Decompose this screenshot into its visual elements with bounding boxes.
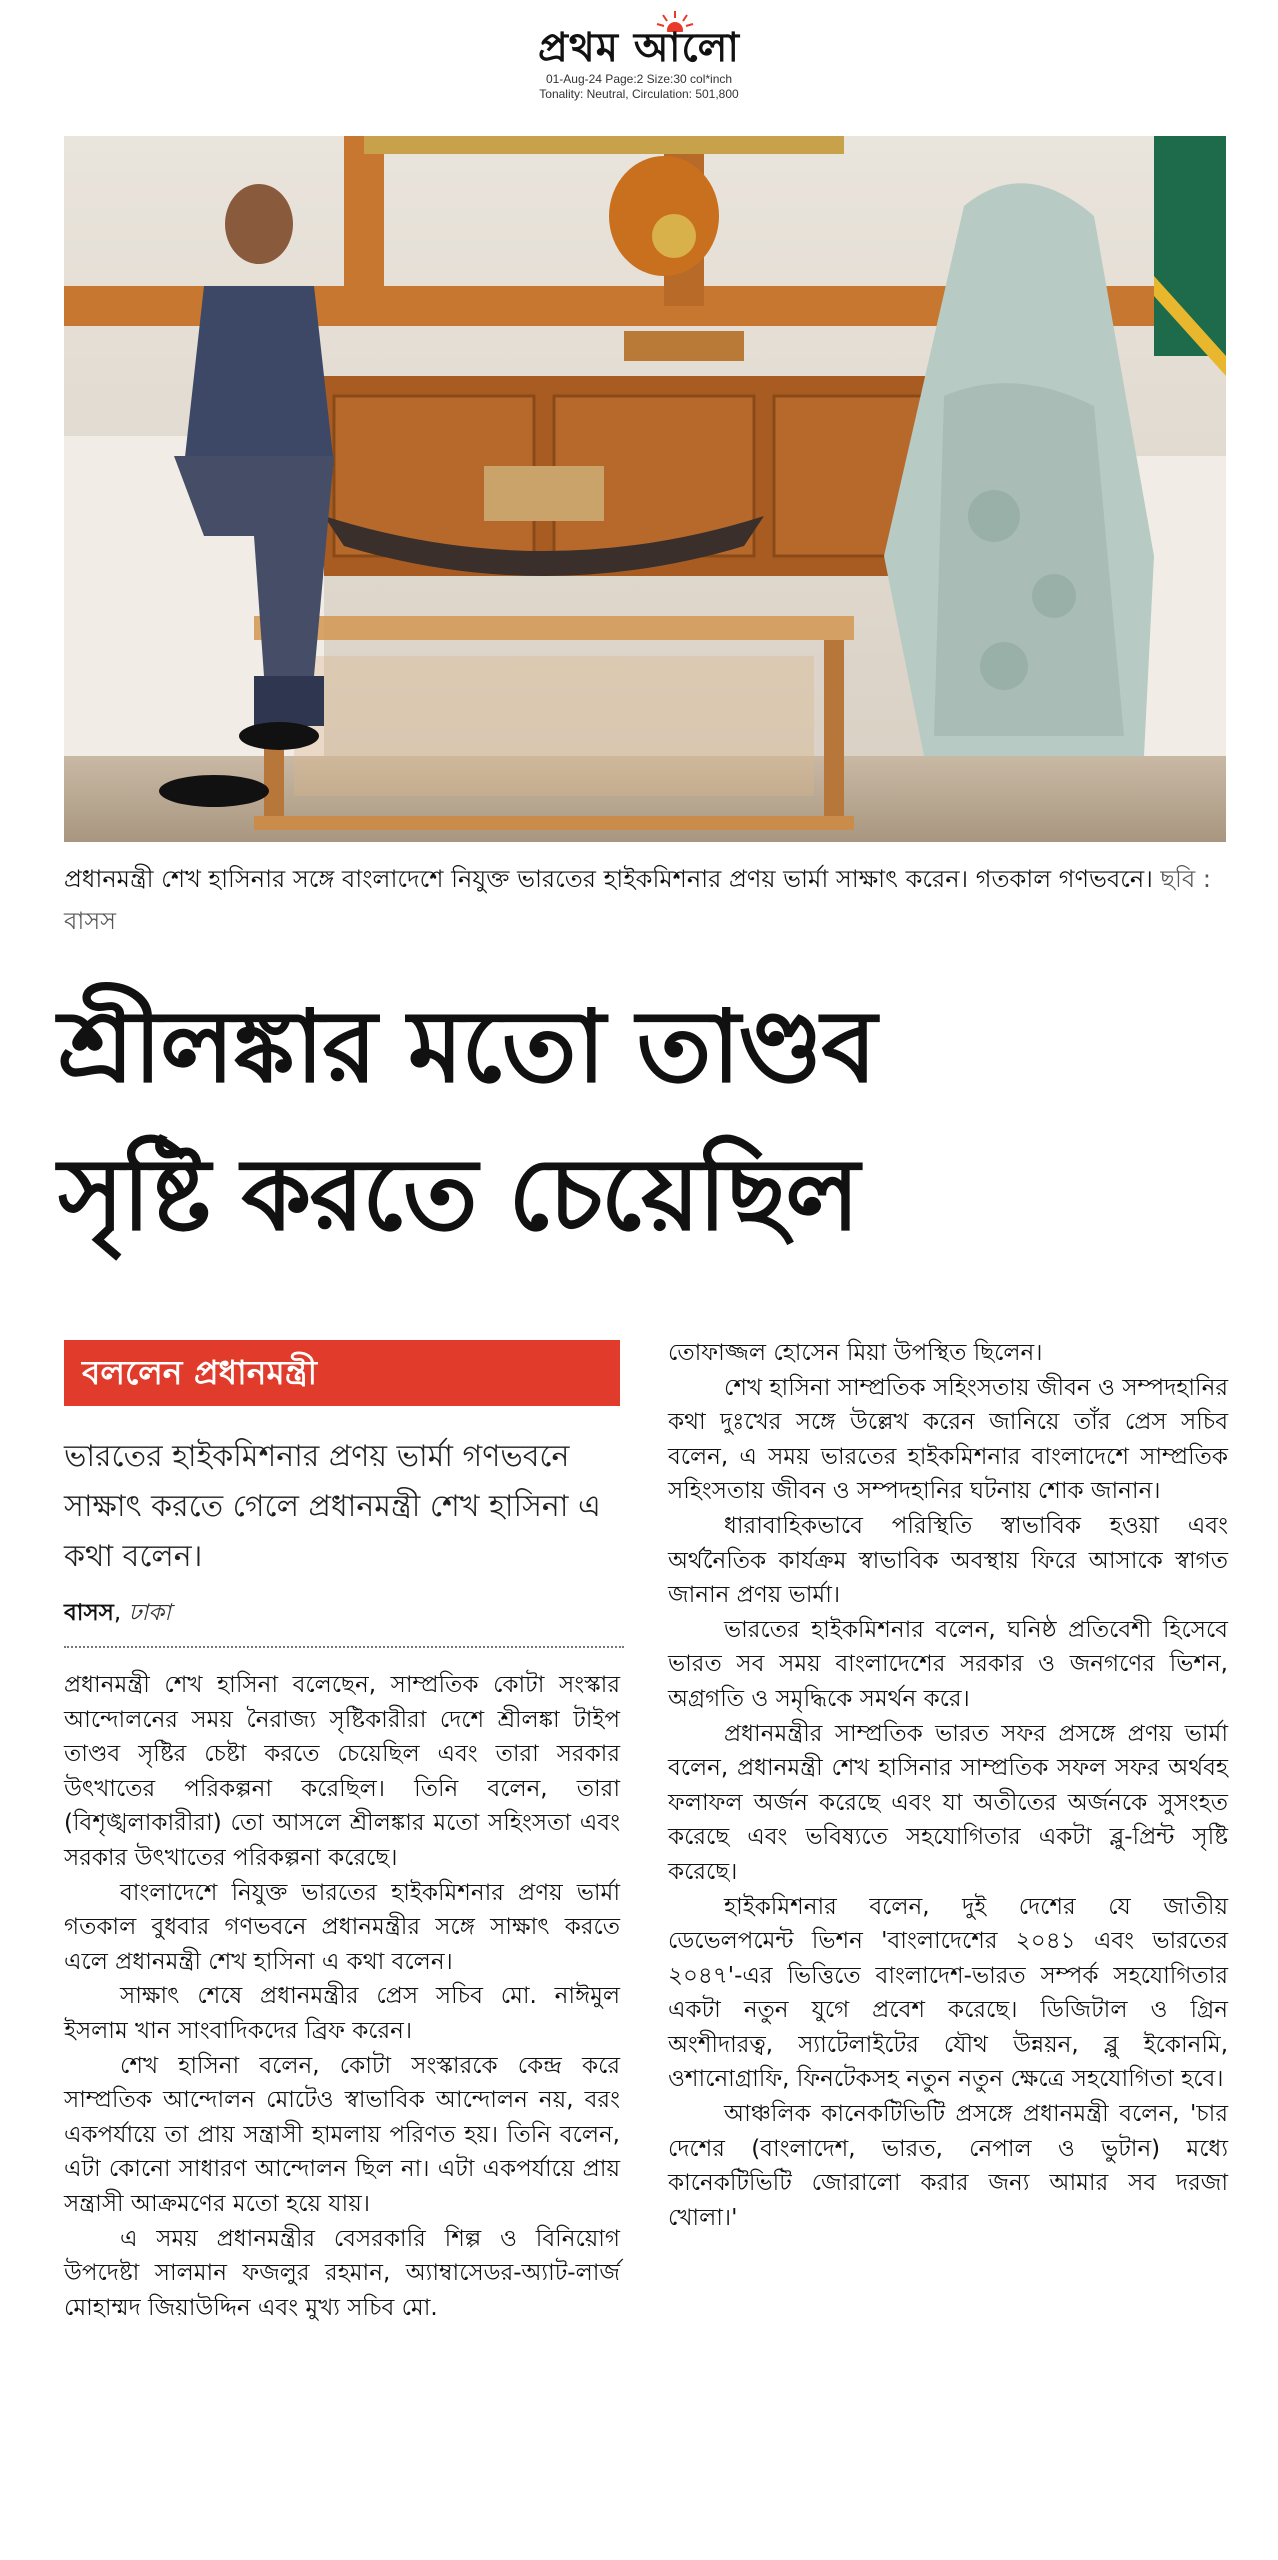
byline-place: ঢাকা — [128, 1600, 171, 1626]
body-paragraph: বাংলাদেশে নিযুক্ত ভারতের হাইকমিশনার প্রণয় ভার্মা গতকাল বুধবার গণভবনে প্রধানমন্ত্রীর সঙ্গে সাক্ষাৎ করতে এলে প্রধানমন্ত্রী শেখ হাসিনা এ কথা বলেন। — [64, 1879, 620, 1975]
masthead — [0, 0, 1278, 110]
byline — [64, 1596, 624, 1630]
body-paragraph: শেখ হাসিনা সাম্প্রতিক সহিংসতায় জীবন ও সম্পদহানির কথা দুঃখের সঙ্গে উল্লেখ করেন জানিয়ে তাঁর প্রেস সচিব বলেন, এ সময় ভারতের হাইকমিশনার বাংলাদেশে সাম্প্রতিক সহিংসতায় জীবন ও সম্পদহানির ঘটনায় শোক জানান। — [668, 1374, 1228, 1505]
headline-line-1: শ্রীলঙ্কার মতো তাণ্ডব — [58, 987, 875, 1105]
newspaper-logo — [505, 10, 773, 70]
body-paragraph: হাইকমিশনার বলেন, দুই দেশের যে জাতীয় ডেভেলপমেন্ট ভিশন 'বাংলাদেশের ২০৪১ এবং ভারতের ২০৪৭'-এর ভিত্তিতে বাংলাদেশ-ভারত সম্পর্ক সহযোগিতার একটা নতুন যুগে প্রবেশ করেছে। ডিজিটাল ও গ্রিন অংশীদারত্ব, স্যাটেলাইটের যৌথ উন্নয়ন, ব্লু ইকোনমি, ওশানোগ্রাফি, ফিনটেকসহ নতুন নতুন ক্ষেত্রে সহযোগিতা হবে। — [668, 1893, 1228, 2093]
standfirst: ভারতের হাইকমিশনার প্রণয় ভার্মা গণভবনে সাক্ষাৎ করতে গেলে প্রধানমন্ত্রী শেখ হাসিনা এ কথা বলেন। — [64, 1439, 601, 1574]
body-paragraph: ধারাবাহিকভাবে পরিস্থিতি স্বাভাবিক হওয়া এবং অর্থনৈতিক কার্যক্রম স্বাভাবিক অবস্থায় ফিরে আসাকে স্বাগত জানান প্রণয় ভার্মা। — [668, 1512, 1228, 1609]
body-paragraph: আঞ্চলিক কানেকটিভিটি প্রসঙ্গে প্রধানমন্ত্রী বলেন, 'চার দেশের (বাংলাদেশ, ভারত, নেপাল ও ভুটান) মধ্যে কানেকটিভিটি জোরালো করার জন্য আমার সব দরজা খোলা।' — [668, 2101, 1228, 2231]
kicker-label: বললেন প্রধানমন্ত্রী — [64, 1340, 620, 1406]
body-paragraph: সাক্ষাৎ শেষে প্রধানমন্ত্রীর প্রেস সচিব মো. নাঈমুল ইসলাম খান সাংবাদিকদের ব্রিফ করেন। — [64, 1983, 620, 2044]
body-paragraph: ভারতের হাইকমিশনার বলেন, ঘনিষ্ঠ প্রতিবেশী হিসেবে ভারত সব সময় বাংলাদেশের সরকার ও জনগণের ভিশন, অগ্রগতি ও সমৃদ্ধিকে সমর্থন করে। — [668, 1616, 1228, 1712]
photo-caption — [64, 858, 1226, 942]
article-column-left — [64, 1668, 620, 2325]
body-paragraph: প্রধানমন্ত্রীর সাম্প্রতিক ভারত সফর প্রসঙ্গে প্রণয় ভার্মা বলেন, প্রধানমন্ত্রী শেখ হাসিনার সাম্প্রতিক সফল সফর অর্থবহ ফলাফল অর্জন করেছে এবং যা অতীতের অর্জনকে সুসংহত করেছে এবং ভবিষ্যতে সহযোগিতার একটা ব্লু-প্রিন্ট সৃষ্টি করেছে। — [668, 1720, 1228, 1885]
byline-separator: , — [113, 1600, 129, 1626]
article-column-right — [668, 1336, 1228, 2235]
byline-divider — [64, 1646, 624, 1648]
headline-line-2: সৃষ্টি করতে চেয়েছিল — [58, 1135, 858, 1253]
headline — [58, 972, 1228, 1268]
meeting-photo-illustration — [64, 136, 1226, 842]
body-paragraph: এ সময় প্রধানমন্ত্রীর বেসরকারি শিল্প ও বিনিয়োগ উপদেষ্টা সালমান ফজলুর রহমান, অ্যাম্বাসেডর-অ্যাট-লার্জ মোহাম্মদ জিয়াউদ্দিন এবং মুখ্য সচিব মো. — [64, 2225, 620, 2321]
caption-text: প্রধানমন্ত্রী শেখ হাসিনার সঙ্গে বাংলাদেশে নিযুক্ত ভারতের হাইকমিশনার প্রণয় ভার্মা সাক্ষাৎ করেন। গতকাল গণভবনে। — [64, 865, 1153, 893]
body-paragraph: প্রধানমন্ত্রী শেখ হাসিনা বলেছেন, সাম্প্রতিক কোটা সংস্কার আন্দোলনের সময় নৈরাজ্য সৃষ্টিকারীরা দেশে শ্রীলঙ্কা টাইপ তাণ্ডব সৃষ্টির চেষ্টা করতে চেয়েছিল এবং তারা সরকার উৎখাতের পরিকল্পনা করেছিল। তিনি বলেন, তারা (বিশৃঙ্খলাকারীরা) তো আসলে শ্রীলঙ্কার মতো সহিংসতা এবং সরকার উৎখাতের পরিকল্পনা করেছে। — [64, 1672, 620, 1871]
photo-credit: ছবি : বাসস — [64, 865, 1211, 935]
clip-meta-line-1: 01-Aug-24 Page:2 Size:30 col*inch — [545, 72, 733, 86]
clip-meta-line-2: Tonality: Neutral, Circulation: 501,800 — [539, 87, 739, 101]
news-photo — [64, 136, 1226, 842]
body-paragraph: শেখ হাসিনা বলেন, কোটা সংস্কারকে কেন্দ্র করে সাম্প্রতিক আন্দোলন মোটেও স্বাভাবিক আন্দোলন নয়, বরং একপর্যায়ে তা প্রায় সন্ত্রাসী হামলায় পরিণত হয়। তিনি বলেন, এটা কোনো সাধারণ আন্দোলন ছিল না। এটা একপর্যায়ে প্রায় সন্ত্রাসী আক্রমণের মতো হয়ে যায়। — [64, 2052, 620, 2217]
logo-text: প্রথম আলো — [537, 24, 741, 71]
body-paragraph: তোফাজ্জল হোসেন মিয়া উপস্থিত ছিলেন। — [668, 1340, 1043, 1366]
byline-agency: বাসস — [64, 1600, 114, 1626]
